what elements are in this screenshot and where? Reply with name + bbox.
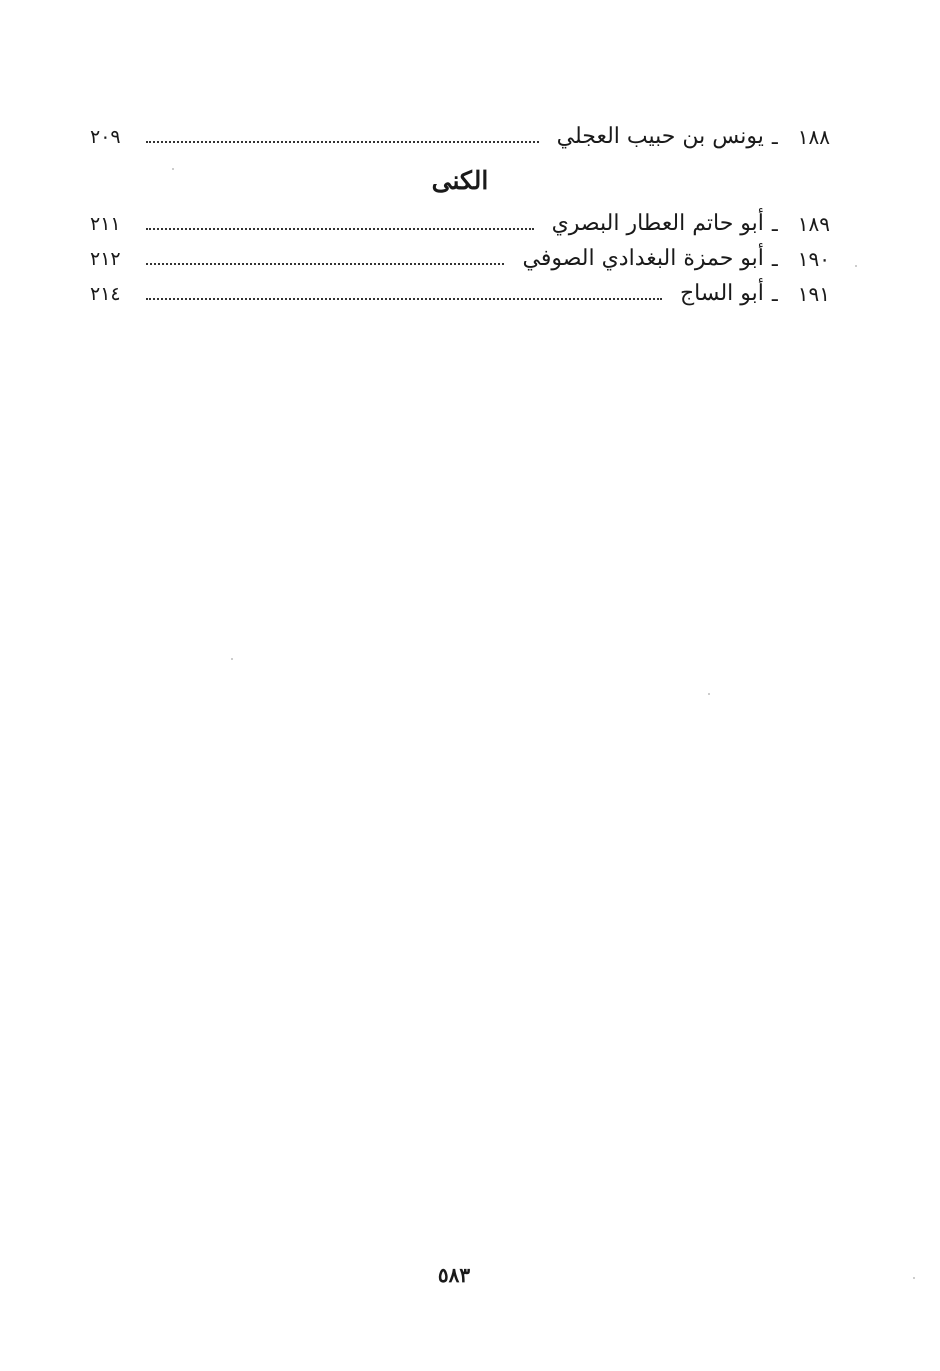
entry-page-number: ٢١٢ (90, 248, 121, 270)
scan-speck (913, 1277, 915, 1279)
entry-separator: ـ (771, 125, 778, 149)
entry-number: ١٩٠ (797, 247, 830, 271)
toc-entry (90, 118, 830, 152)
entry-title: أبو الساج (679, 281, 764, 306)
scan-speck (708, 693, 710, 695)
entry-page-number: ٢٠٩ (90, 126, 121, 148)
entry-separator: ـ (771, 212, 778, 236)
entry-title: يونس بن حبيب العجلي (556, 124, 764, 149)
entry-number: ١٨٩ (797, 212, 830, 236)
entry-number: ١٨٨ (797, 125, 830, 149)
entry-title: أبو حاتم العطار البصري (551, 211, 764, 236)
dot-leader (146, 228, 534, 230)
toc-entry (90, 275, 830, 309)
entry-separator: ـ (771, 247, 778, 271)
entry-page-number: ٢١٤ (90, 283, 121, 305)
entry-page-number: ٢١١ (90, 213, 121, 235)
toc-entry (90, 240, 830, 274)
entry-title: أبو حمزة البغدادي الصوفي (522, 246, 764, 271)
dot-leader (146, 263, 504, 265)
footer-page-number: ٥٨٣ (437, 1263, 471, 1287)
section-heading: الكنى (431, 166, 489, 195)
scan-speck (855, 265, 857, 267)
scan-speck (231, 658, 233, 660)
scan-speck (172, 168, 174, 170)
toc-entry (90, 205, 830, 239)
dot-leader (146, 298, 662, 300)
dot-leader (146, 141, 539, 143)
entry-number: ١٩١ (797, 282, 830, 306)
entry-separator: ـ (771, 282, 778, 306)
